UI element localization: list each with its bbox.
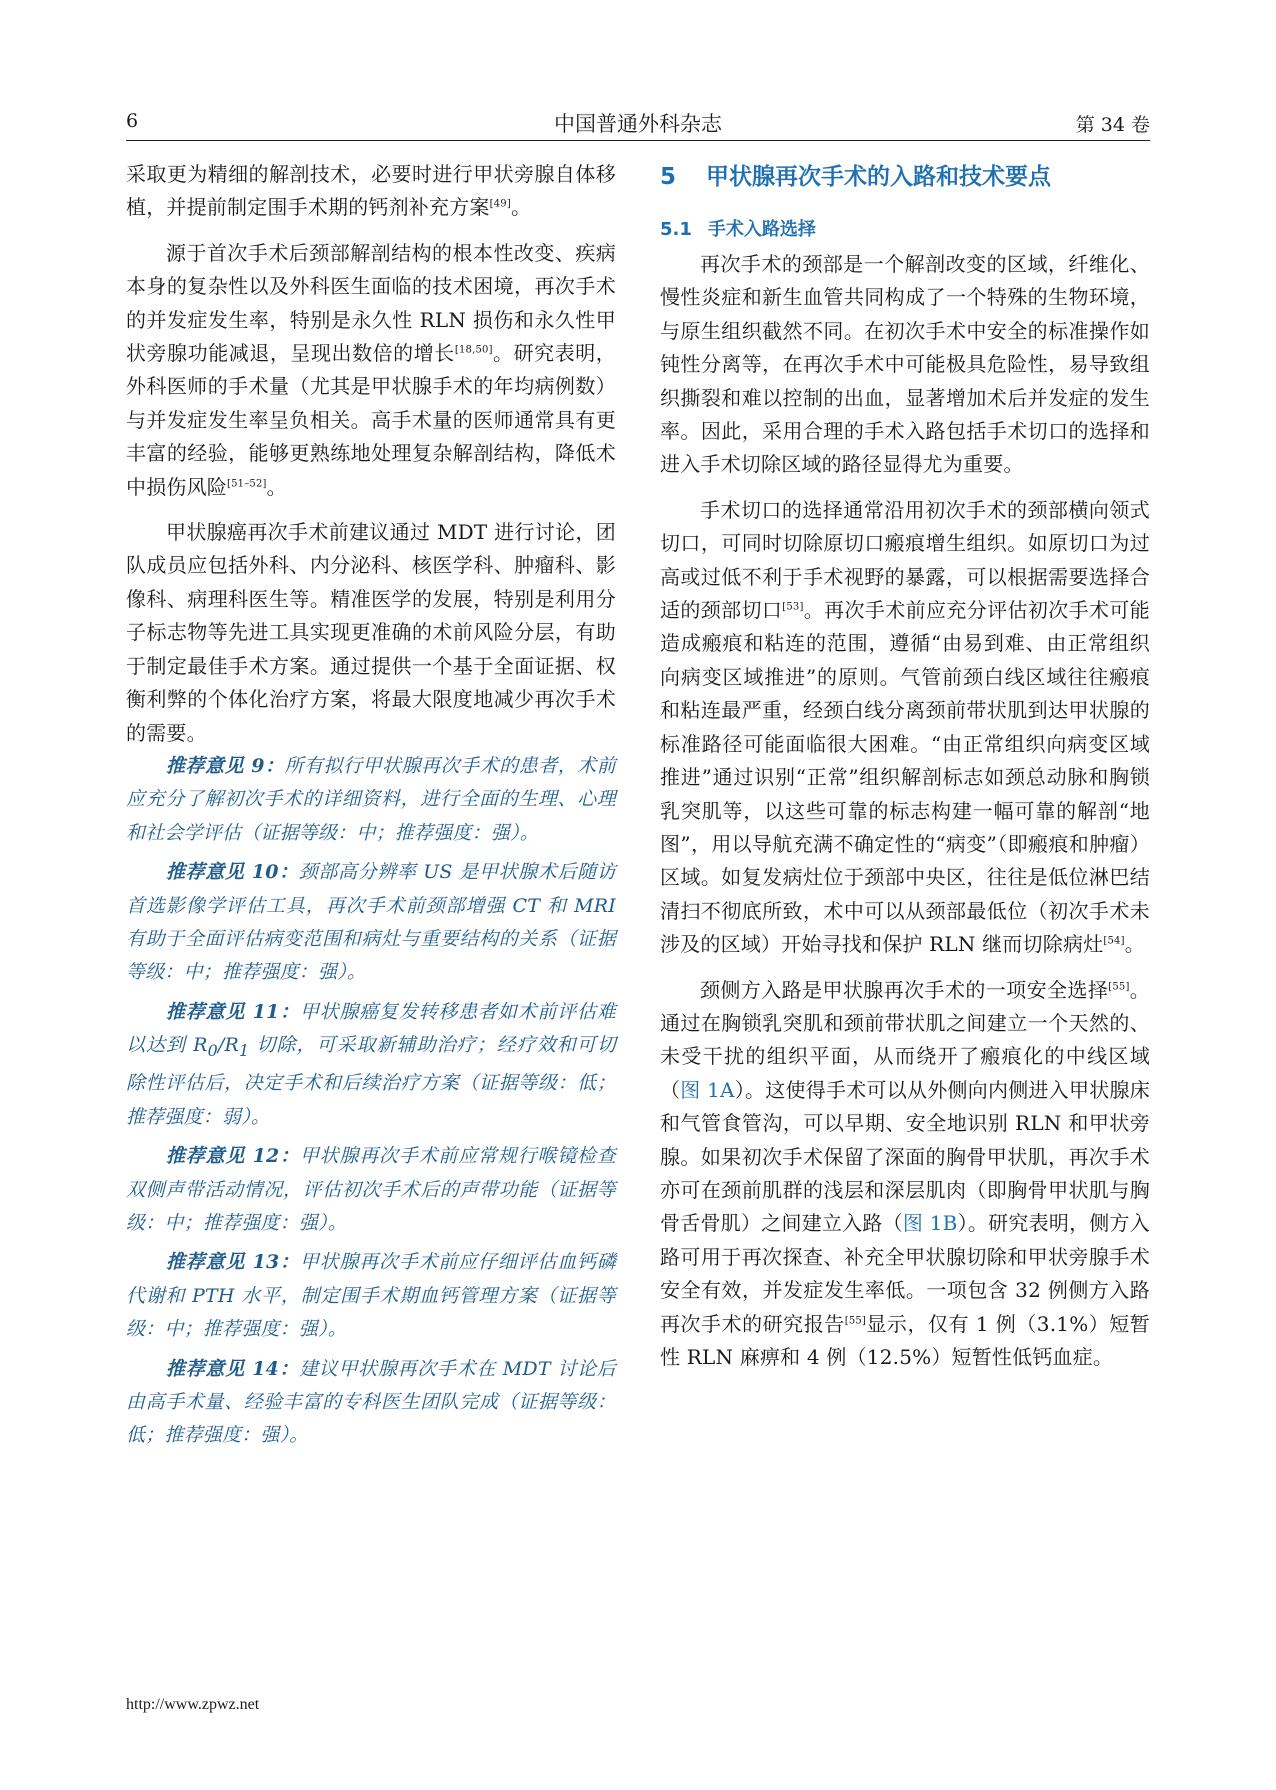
recommendation-12: 推荐意见 12：甲状腺再次手术前应常规行喉镜检查双侧声带活动情况，评估初次手术后的声带功能（证据等级：中；推荐强度：强）。 — [126, 1145, 617, 1234]
page-header — [126, 106, 1150, 141]
citation[interactable]: [54] — [1103, 935, 1125, 947]
paragraph: 再次手术的颈部是一个解剖改变的区域，纤维化、慢性炎症和新生血管共同构成了一个特殊的生物环境，与原生组织截然不同。在初次手术中安全的标准操作如钝性分离等，在再次手术中可能极具危险性，易导致组织撕裂和难以控制的出血，显著增加术后并发症的发生率。因此，采用合理的手术入路包括手术切口的选择和进入手术切除区域的路径显得尤为重要。 — [660, 252, 1150, 477]
recommendation-label: 推荐意见 14： — [166, 1357, 300, 1380]
subsection-heading: 5.1 手术入路选择 — [660, 219, 816, 240]
recommendation-10: 推荐意见 10：颈部高分辨率 US 是甲状腺术后随访首选影像学评估工具，再次手术前颈部增强 CT 和 MRI 有助于全面评估病变范围和病灶与重要结构的关系（证据等级：中；推荐强度：强）。 — [126, 861, 616, 984]
recommendation-label: 推荐意见 9： — [166, 754, 285, 777]
citation[interactable]: [53] — [782, 601, 804, 613]
paragraph: 手术切口的选择通常沿用初次手术的颈部横向领式切口，可同时切除原切口瘢痕增生组织。如原切口为过高或过低不利于手术视野的暴露，可以根据需要选择合适的颈部切口[53]。再次手术前应充分评估初次手术可能造成瘢痕和粘连的范围，遵循“由易到难、由正常组织向病变区域推进”的原则。气管前颈白线区域往往瘢痕和粘连最严重，经颈白线分离颈前带状肌到达甲状腺的标准路径可能面临很大困难。“由正常组织向病变区域推进”通过识别“正常”组织解剖标志如颈总动脉和胸锁乳突肌等，以这些可靠的标志构建一幅可靠的解剖“地图”，用以导航充满不确定性的“病变”（即瘢痕和肿瘤）区域。如复发病灶位于颈部中央区，往往是低位淋巴结清扫不彻底所致，术中可以从颈部最低位（初次手术未涉及的区域）开始寻找和保护 RLN 继而切除病灶[54]。 — [660, 497, 1150, 957]
citation[interactable]: [55] — [844, 1314, 867, 1326]
citation[interactable]: [49] — [489, 198, 511, 210]
paragraph: 颈侧方入路是甲状腺再次手术的一项安全选择[55]。通过在胸锁乳突肌和颈前带状肌之间建立一个天然的、未受干扰的组织平面，从而绕开了瘢痕化的中线区域（图 1A）。这使得手术可以从外侧向内侧进入甲状腺床和气管食管沟，可以早期、安全地识别 RLN 和甲状旁腺。如果初次手术保留了深面的胸骨甲状肌，再次手术亦可在颈前肌群的浅层和深层肌肉（即胸骨甲状肌与胸骨舌骨肌）之间建立入路（图 1B）。研究表明，侧方入路可用于再次探查、补充全甲状腺切除和甲状旁腺手术安全有效，并发症发生率低。一项包含 32 例侧方入路再次手术的研究报告[55]显示，仅有 1 例（3.1%）短暂性 RLN 麻痹和 4 例（12.5%）短暂性低钙血症。 — [660, 977, 1151, 1369]
journal-title: 中国普通外科杂志 — [554, 112, 722, 136]
left-column — [126, 158, 616, 1453]
recommendation-label: 推荐意见 11： — [166, 1000, 300, 1023]
figure-link[interactable]: 图 1B — [902, 1211, 958, 1236]
volume-label: 第 34 卷 — [1075, 114, 1150, 136]
footer-url[interactable]: http://www.zpwz.net — [126, 1696, 260, 1713]
paragraph: 源于首次手术后颈部解剖结构的根本性改变、疾病本身的复杂性以及外科医生面临的技术困境，再次手术的并发症发生率，特别是永久性 RLN 损伤和永久性甲状旁腺功能减退，呈现出数倍的增长[18,50]。研究表明，外科医师的手术量（尤其是甲状腺手术的年均病例数）与并发症发生率呈负相关。高手术量的医师通常具有更丰富的经验，能够更熟练地处理复杂解剖结构，降低术中损伤风险[51–52]。 — [126, 240, 617, 499]
figure-link[interactable]: 图 1A — [680, 1077, 735, 1102]
recommendation-14: 推荐意见 14：建议甲状腺再次手术在 MDT 讨论后由高手术量、经验丰富的专科医生团队完成（证据等级：低；推荐强度：强）。 — [126, 1357, 616, 1447]
citation[interactable]: [55] — [1108, 980, 1130, 992]
right-column — [660, 158, 1150, 1374]
recommendation-label: 推荐意见 10： — [166, 861, 299, 884]
recommendation-9: 推荐意见 9：所有拟行甲状腺再次手术的患者，术前应充分了解初次手术的详细资料，进行全面的生理、心理和社会学评估（证据等级：中；推荐强度：强）。 — [126, 754, 616, 844]
page-number: 6 — [126, 110, 139, 132]
citation[interactable]: [51–52] — [227, 478, 267, 489]
paragraph: 甲状腺癌再次手术前建议通过 MDT 进行讨论，团队成员应包括外科、内分泌科、核医学科、肿瘤科、影像科、病理科医生等。精准医学的发展，特别是利用分子标志物等先进工具实现更准确的术前风险分层，有助于制定最佳手术方案。通过提供一个基于全面证据、权衡利弊的个体化治疗方案，将最大限度地减少再次手术的需要。 — [126, 520, 616, 745]
citation[interactable]: [18,50] — [454, 344, 493, 356]
recommendation-13: 推荐意见 13：甲状腺再次手术前应仔细评估血钙磷代谢和 PTH 水平，制定围手术期血钙管理方案（证据等级：中；推荐强度：强）。 — [126, 1251, 617, 1341]
paragraph: 采取更为精细的解剖技术，必要时进行甲状旁腺自体移植，并提前制定围手术期的钙剂补充方案[49]。 — [126, 162, 616, 220]
recommendation-label: 推荐意见 13： — [166, 1251, 300, 1274]
recommendation-label: 推荐意见 12： — [166, 1145, 300, 1168]
recommendation-11: 推荐意见 11：甲状腺癌复发转移患者如术前评估难以达到 $R_0/R_1$ 切除，可采取新辅助治疗；经疗效和可切除性评估后，决定手术和后续治疗方案（证据等级：低；推荐强度：弱）。 — [126, 1000, 617, 1128]
section-heading: 5 甲状腺再次手术的入路和技术要点 — [660, 164, 1052, 190]
